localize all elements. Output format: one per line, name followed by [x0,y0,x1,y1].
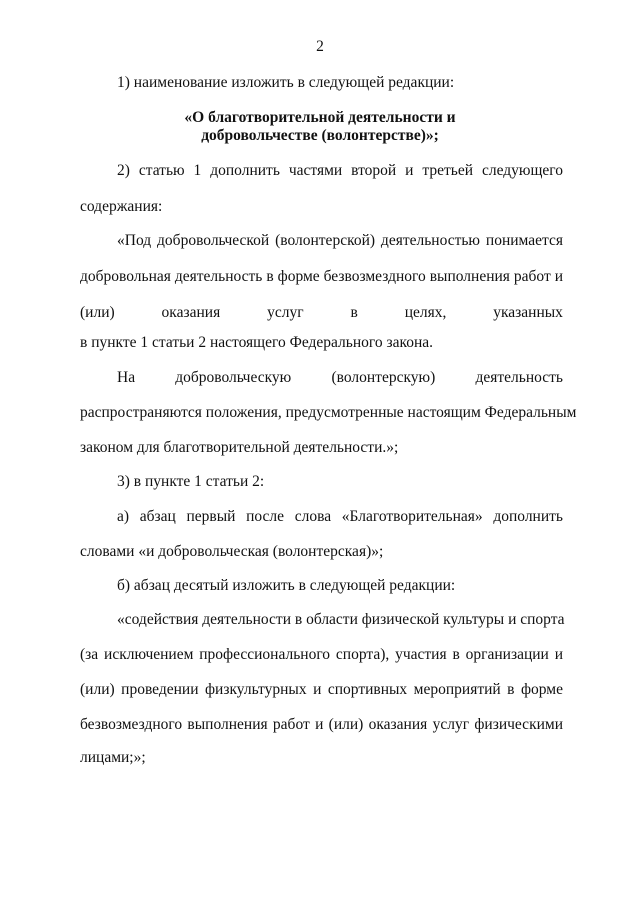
paragraph-line: лицами;»; [80,749,146,766]
paragraph-line: 2) статью 1 дополнить частями второй и третьей следующего [117,162,563,179]
paragraph-line: «Под добровольческой (волонтерской) деятельностью понимается [117,232,563,249]
paragraph-line: в пункте 1 статьи 2 настоящего Федерального закона. [80,334,434,351]
law-title-line-2: добровольчестве (волонтерстве)»; [201,127,439,144]
word: деятельность [475,369,563,386]
page-number: 2 [316,38,324,55]
paragraph-line: а) абзац первый после слова «Благотворительная» дополнить [117,508,563,525]
paragraph-line: безвозмездного выполнения работ и (или) оказания услуг физическими [80,716,563,733]
word: На [117,369,136,386]
word: (волонтерскую) [331,369,436,386]
law-title-line-1: «О благотворительной деятельности и [184,109,456,126]
paragraph-line: б) абзац десятый изложить в следующей редакции: [117,577,456,594]
paragraph-line: 3) в пункте 1 статьи 2: [117,473,265,490]
paragraph-line: законом для благотворительной деятельности.»; [80,439,399,456]
paragraph-line: 1) наименование изложить в следующей редакции: [117,74,455,91]
word: оказания [161,304,221,321]
paragraph-line-spread [117,369,563,387]
word: указанных [493,304,563,321]
paragraph-line: (за исключением профессионального спорта), участия в организации и [80,646,563,663]
word: (или) [80,304,115,321]
paragraph-line: добровольная деятельность в форме безвозмездного выполнения работ и [80,268,563,285]
paragraph-line: распространяются положения, предусмотренные настоящим Федеральным [80,404,577,421]
word: в [350,304,358,321]
paragraph-line: «содействия деятельности в области физической культуры и спорта [117,611,565,628]
word: добровольческую [175,369,292,386]
word: услуг [267,304,304,321]
paragraph-line-spread [80,304,563,322]
paragraph-line: содержания: [80,198,163,215]
paragraph-line: словами «и добровольческая (волонтерская)»; [80,543,384,560]
word: целях, [404,304,447,321]
paragraph-line: (или) проведении физкультурных и спортивных мероприятий в форме [80,681,563,698]
